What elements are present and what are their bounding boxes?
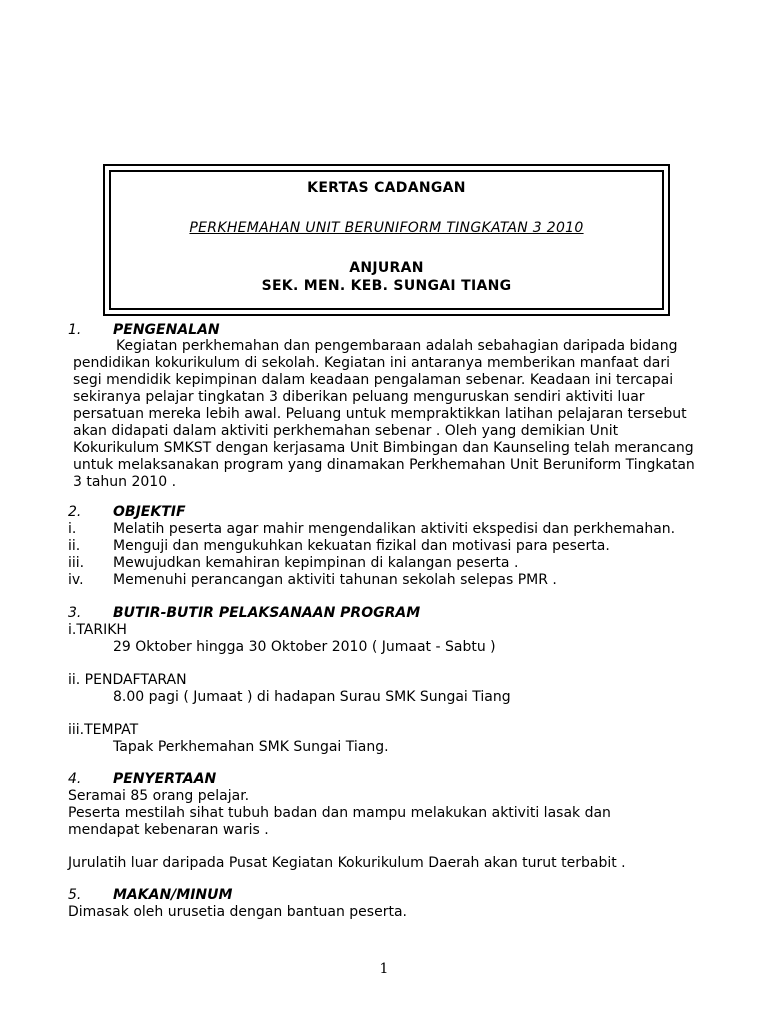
- section-3-title: BUTIR-BUTIR PELAKSANAAN PROGRAM: [113, 605, 421, 621]
- section-3-number: 3.: [68, 605, 82, 621]
- objective-item-4-text: Memenuhi perancangan aktiviti tahunan sekolah selepas PMR .: [113, 572, 557, 588]
- document-subtitle: PERKHEMAHAN UNIT BERUNIFORM TINGKATAN 3 2010: [189, 220, 584, 236]
- section-1-title: PENGENALAN: [113, 322, 220, 338]
- participation-line-1: Seramai 85 orang pelajar.: [68, 788, 250, 804]
- place-value: Tapak Perkhemahan SMK Sungai Tiang.: [113, 739, 389, 755]
- participation-line-2: Peserta mestilah sihat tubuh badan dan mampu melakukan aktiviti lasak dan: [68, 805, 611, 821]
- paragraph-line: pendidikan kokurikulum di sekolah. Kegiatan ini antaranya memberikan manfaat dari: [73, 355, 671, 371]
- participation-line-4: Jurulatih luar daripada Pusat Kegiatan Kokurikulum Daerah akan turut terbabit .: [68, 855, 626, 871]
- date-label: i.TARIKH: [68, 622, 127, 638]
- objective-item-4-number: iv.: [68, 572, 84, 588]
- section-4-title: PENYERTAAN: [113, 771, 217, 787]
- paragraph-line: Kokurikulum SMKST dengan kerjasama Unit Bimbingan dan Kaunseling telah merancang: [73, 440, 694, 456]
- section-5-title: MAKAN/MINUM: [113, 887, 233, 903]
- objective-item-3-number: iii.: [68, 555, 85, 571]
- meals-line-1: Dimasak oleh urusetia dengan bantuan peserta.: [68, 904, 407, 920]
- section-2-number: 2.: [68, 504, 82, 520]
- title-box: [103, 164, 670, 316]
- paragraph-line: Kegiatan perkhemahan dan pengembaraan adalah sebahagian daripada bidang: [116, 338, 678, 354]
- document-title: KERTAS CADANGAN: [307, 180, 466, 196]
- registration-label: ii. PENDAFTARAN: [68, 672, 187, 688]
- page-number: 1: [379, 961, 389, 977]
- paragraph-line: segi mendidik kepimpinan dalam keadaan pengalaman sebenar. Keadaan ini tercapai: [73, 372, 674, 388]
- objective-item-1-number: i.: [68, 521, 77, 537]
- objective-item-2-number: ii.: [68, 538, 81, 554]
- participation-line-3: mendapat kebenaran waris .: [68, 822, 269, 838]
- paragraph-line: sekiranya pelajar tingkatan 3 diberikan peluang menguruskan sendiri aktiviti luar: [73, 389, 645, 405]
- title-box-inner-border: [109, 170, 664, 310]
- section-2-title: OBJEKTIF: [113, 504, 186, 520]
- paragraph-line: 3 tahun 2010 .: [73, 474, 177, 490]
- paragraph-line: untuk melaksanakan program yang dinamakan Perkhemahan Unit Beruniform Tingkatan: [73, 457, 695, 473]
- section-4-number: 4.: [68, 771, 82, 787]
- paragraph-line: akan didapati dalam aktiviti perkhemahan sebenar . Oleh yang demikian Unit: [73, 423, 619, 439]
- section-1-paragraph: [73, 338, 713, 491]
- objective-item-2-text: Menguji dan mengukuhkan kekuatan fizikal dan motivasi para peserta.: [113, 538, 610, 554]
- paragraph-line: persatuan mereka lebih awal. Peluang untuk mempraktikkan latihan pelajaran tersebut: [73, 406, 687, 422]
- section-5-number: 5.: [68, 887, 82, 903]
- objective-item-1-text: Melatih peserta agar mahir mengendalikan aktiviti ekspedisi dan perkhemahan.: [113, 521, 676, 537]
- section-1-number: 1.: [68, 322, 82, 338]
- organizer-label: ANJURAN: [349, 260, 424, 276]
- date-value: 29 Oktober hingga 30 Oktober 2010 ( Jumaat - Sabtu ): [113, 639, 496, 655]
- place-label: iii.TEMPAT: [68, 722, 139, 738]
- objective-item-3-text: Mewujudkan kemahiran kepimpinan di kalangan peserta .: [113, 555, 519, 571]
- registration-value: 8.00 pagi ( Jumaat ) di hadapan Surau SMK Sungai Tiang: [113, 689, 511, 705]
- school-name: SEK. MEN. KEB. SUNGAI TIANG: [261, 278, 512, 294]
